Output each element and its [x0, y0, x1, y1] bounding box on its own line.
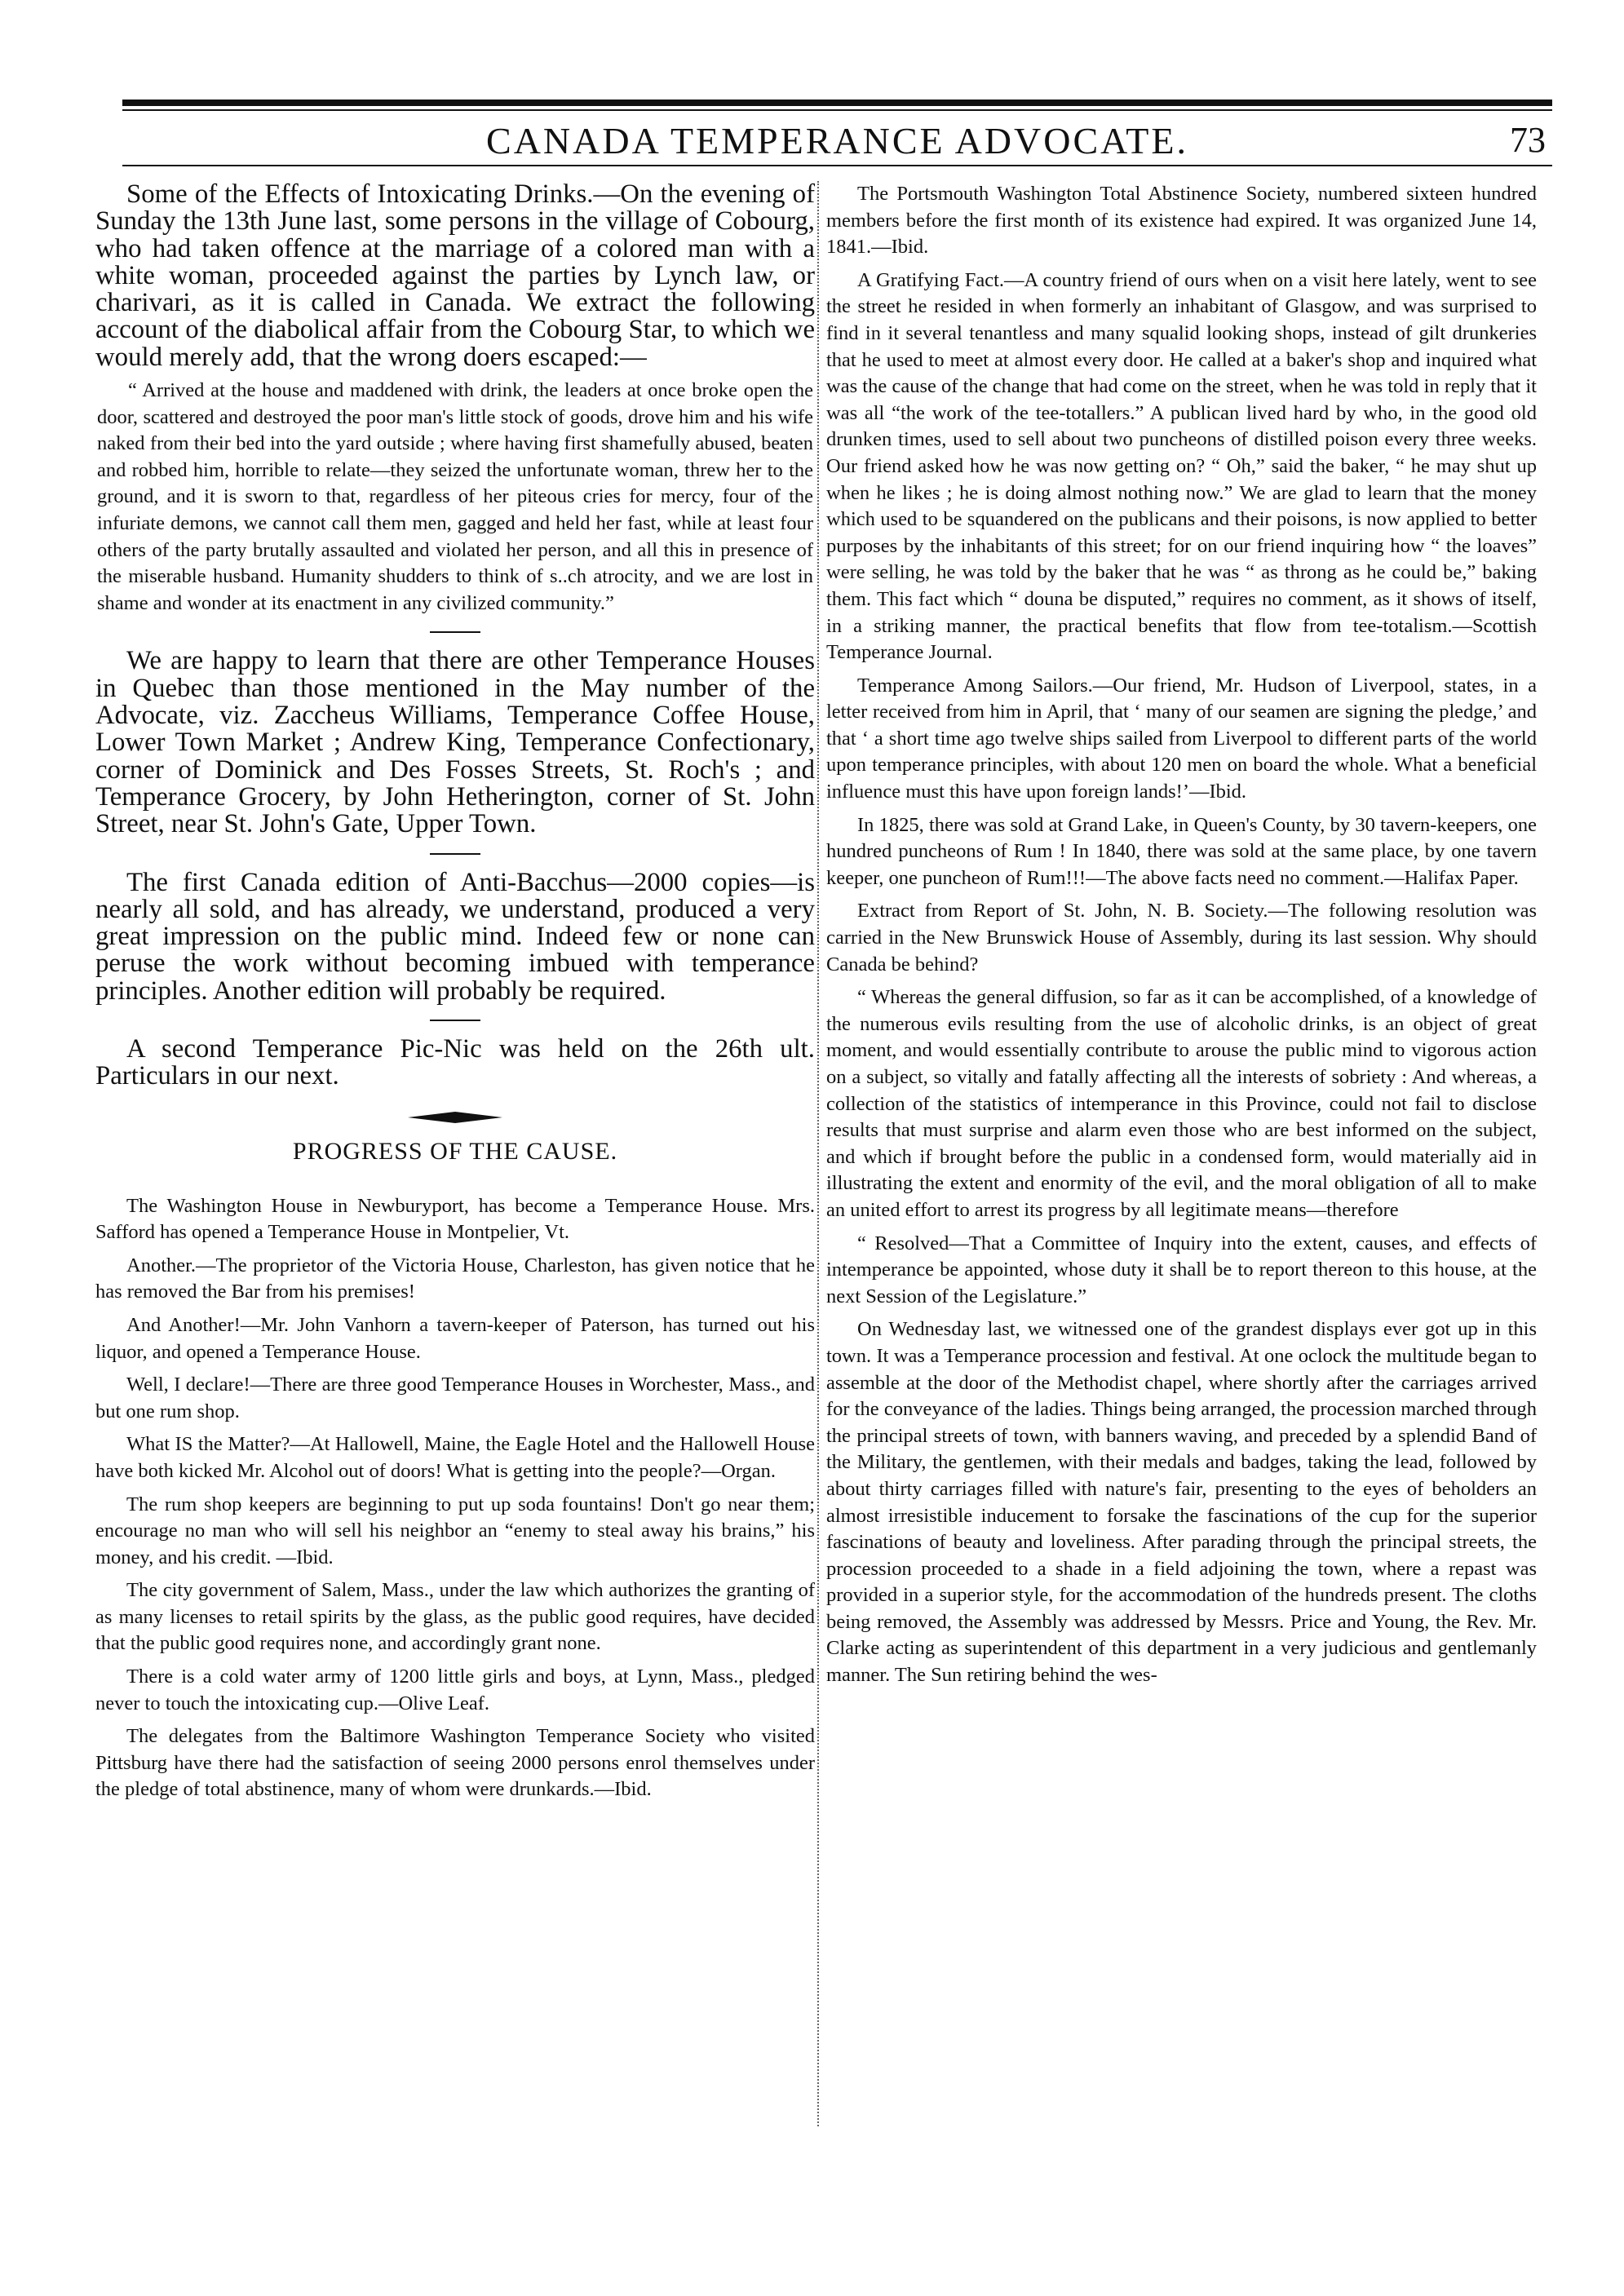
progress-item: Another.—The proprietor of the Victoria House, Charleston, has given notice that he has removed the Bar from his premises!	[95, 1254, 815, 1303]
ornament-dash-icon	[406, 1108, 504, 1126]
separator-rule	[430, 853, 480, 855]
top-thin-rule	[122, 109, 1552, 111]
article-gratifying-fact: A Gratifying Fact.—A country friend of ours when on a visit here lately, went to see the street he resided in when formerly an inhabitant of Glasgow, and was surprised to find in it several tenantless and many squalid looking shops, instead of gilt drunkeries that he used to meet at almost every door. He called at a baker's shop and inquired what was the cause of the change that had come on the street, when he was told in reply that it was all “the work of the tee-totallers.” A publican lived hard by who, in the good old drunken times, used to sell about two puncheons of distilled poison every three weeks. Our friend asked how he was now getting on? “ Oh,” said the baker, “ he may shut up when he likes ; he is doing almost nothing now.” We are glad to learn that the money which used to be squandered on the publicans and their poisons, is now applied to better purposes by the inhabitants of this street; for on our friend inquiring how “ the loaves” were selling, he was told by the baker that he was “ as throng as he could be,” baking them. This fact which “ douna be disputed,” requires no comment, as it shows of itself, in a striking manner, the practical benefits that flow from tee-totalism.—Scottish Temperance Journal.	[826, 268, 1537, 664]
separator-rule	[430, 1020, 480, 1021]
article-grand-lake: In 1825, there was sold at Grand Lake, in Queen's County, by 30 tavern-keepers, one hundred puncheons of Rum ! In 1840, there was sold at the same place, by one tavern keeper, one puncheon of Rum!!!—The above facts need no comment.—Halifax Paper.	[826, 813, 1537, 889]
progress-item: The city government of Salem, Mass., under the law which authorizes the granting of as many licenses to retail spirits by the glass, as the public good requires, have decided that the public good requires none, and accordingly grant none.	[95, 1579, 815, 1655]
article-quebec-temperance-houses: We are happy to learn that there are other Temperance Houses in Quebec than those mentioned in the May number of the Advocate, viz. Zaccheus Williams, Temperance Coffee House, Lower Town Market ; Andrew King, Temperance Confectionary, corner of Dominick and Des Fosses Streets, St. Roch's ; and Temperance Grocery, by John Hetherington, corner of St. John Street, near St. John's Gate, Upper Town.	[95, 646, 815, 839]
header-rule	[122, 165, 1552, 166]
article-portsmouth-society: The Portsmouth Washington Total Abstinence Society, numbered sixteen hundred members before the first month of its existence had expired. It was organized June 14, 1841.—Ibid.	[826, 183, 1537, 259]
article-temperance-among-sailors: Temperance Among Sailors.—Our friend, Mr. Hudson of Liverpool, states, in a letter received from him in April, that ‘ many of our seamen are signing the pledge,’ and that ‘ a short time ago twelve ships sailed from Liverpool to different parts of the world upon temperance principles, with about 120 men on board the whole. What a beneficial influence must this have upon foreign lands!’—Ibid.	[826, 674, 1537, 803]
progress-item: There is a cold water army of 1200 little girls and boys, at Lynn, Mass., pledged never to touch the intoxicating cup.—Olive Leaf.	[95, 1666, 815, 1714]
quote-resolved: “ Resolved—That a Committee of Inquiry into the extent, causes, and effects of intemperance be appointed, whose duty it shall be to report thereon to this house, at the next Session of the Legislature.”	[826, 1232, 1537, 1307]
running-title: CANADA TEMPERANCE ADVOCATE.	[486, 120, 1188, 161]
article-st-john-report: Extract from Report of St. John, N. B. Society.—The following resolution was carried in the New Brunswick House of Assembly, during its last session. Why should Canada be behind?	[826, 900, 1537, 975]
article-effects-of-drink: Some of the Effects of Intoxicating Drinks.—On the evening of Sunday the 13th June last, some persons in the village of Cobourg, who had taken offence at the marriage of a colored man with a white woman, proceeded against the parties by Lynch law, or charivari, as it is called in Canada. We extract the following account of the diabolical affair from the Cobourg Star, to which we would merely add, that the wrong doers escaped:—	[95, 179, 815, 372]
article-procession: On Wednesday last, we witnessed one of the grandest displays ever got up in this town. It was a Temperance procession and festival. At one oclock the multitude began to assemble at the door of the Methodist chapel, where shortly after the carriages arrived for the conveyance of the ladies. Things being arranged, the procession marched through the principal streets of town, with banners waving, and preceded by a splendid Band of the Military, the gentlemen, with their medals and badges, taking the lead, followed by about thirty carriages filled with nature's fair, presenting to the eyes of beholders an almost irresistible inducement to forsake the fascinations of the cup for the superior fascinations of beauty and loveliness. After parading through the principal streets, the procession proceeded to a shade in a field adjoining the town, where a repast was provided in a superior style, for the accommodation of the hundreds present. The cloths being removed, the Assembly was addressed by Messrs. Price and Young, the Rev. Mr. Clarke acting as superintendent of this department in a very judicious and gentlemanly manner. The Sun retiring behind the wes-	[826, 1318, 1537, 1687]
left-column	[95, 181, 815, 1810]
quote-cobourg-star: “ Arrived at the house and maddened with drink, the leaders at once broke open the door, scattered and destroyed the poor man's little stock of goods, drove him and his wife naked from their bed into the yard outside ; where having first shamefully abused, beaten and robbed him, horrible to relate—they seized the unfortunate woman, threw her to the ground, and it is sworn to that, regardless of her piteous cries for mercy, four of the infuriate demons, we cannot call them men, gagged and held her fast, while at least four others of the party brutally assaulted and violated her person, and all this in presence of the miserable husband. Humanity shudders to think of s..ch atrocity, and we are lost in shame and wonder at its enactment in any civilized community.”	[97, 379, 813, 614]
section-heading-progress: PROGRESS OF THE CAUSE.	[292, 1137, 618, 1165]
progress-item: Well, I declare!—There are three good Temperance Houses in Worchester, Mass., and but one rum shop.	[95, 1374, 815, 1422]
progress-item: And Another!—Mr. John Vanhorn a tavern-keeper of Paterson, has turned out his liquor, and opened a Temperance House.	[95, 1313, 815, 1363]
quote-whereas: “ Whereas the general diffusion, so far as it can be accomplished, of a knowledge of the numerous evils resulting from the use of alcoholic drinks, is an object of great moment, and would essentially contribute to arouse the public mind to vigorous action on a subject, so vitally and fatally affecting all the interests of sobriety : And whereas, a collection of the statistics of intemperance in this Province, could not fail to disclose results that must surprise and alarm even those who are best informed on the subject, and which if brought before the public in a condensed form, would materially aid in illustrating the extent and enormity of the evil, and the moral obligation of all to make an united effort to arrest its progress by all legitimate means—therefore	[826, 986, 1537, 1221]
progress-item: What IS the Matter?—At Hallowell, Maine, the Eagle Hotel and the Hallowell House have both kicked Mr. Alcohol out of doors! What is getting into the people?—Organ.	[95, 1433, 815, 1482]
separator-rule	[430, 631, 480, 633]
article-anti-bacchus: The first Canada edition of Anti-Bacchus—2000 copies—is nearly all sold, and has already, we understand, produced a very great impression on the public mind. Indeed few or none can peruse the work without becoming imbued with temperance principles. Another edition will probably be required.	[95, 867, 815, 1006]
top-double-rule	[122, 100, 1552, 106]
article-pic-nic: A second Temperance Pic-Nic was held on the 26th ult. Particulars in our next.	[95, 1033, 815, 1091]
progress-item: The delegates from the Baltimore Washington Temperance Society who visited Pittsburg have there had the satisfaction of seeing 2000 persons enrol themselves under the pledge of total abstinence, many of whom were drunkards.—Ibid.	[95, 1725, 815, 1801]
column-divider	[817, 181, 819, 2126]
progress-item: The rum shop keepers are beginning to put up soda fountains! Don't go near them; encourage no man who will sell his neighbor an “enemy to steal away his brains,” his money, and his credit. —Ibid.	[95, 1493, 815, 1568]
progress-item: The Washington House in Newburyport, has become a Temperance House. Mrs. Safford has opened a Temperance House in Montpelier, Vt.	[95, 1194, 815, 1244]
page-number: 73	[1510, 120, 1546, 160]
right-column	[826, 181, 1537, 1696]
